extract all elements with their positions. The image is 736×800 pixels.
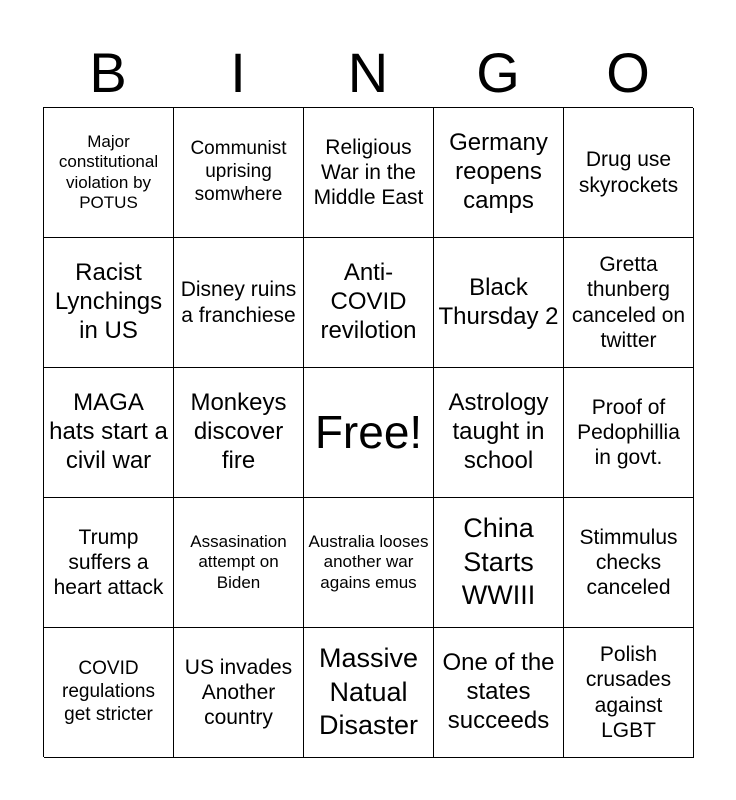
bingo-cell-text: Stimmulus checks canceled [579,525,678,600]
bingo-cell-free[interactable] [304,368,434,498]
bingo-cell-text: Assasination attempt on Biden [190,531,287,592]
header-letter-b: B [89,41,127,104]
bingo-cell[interactable] [44,238,174,368]
bingo-cell-text: Racist Lynchings in US [54,259,163,344]
bingo-cell[interactable] [304,238,434,368]
bingo-cell[interactable] [44,108,174,238]
bingo-cell[interactable] [564,498,694,628]
bingo-cell-text: Free! [314,405,423,458]
bingo-cell[interactable] [44,628,174,758]
bingo-cell-text: MAGA hats start a civil war [49,389,168,474]
bingo-cell-text: COVID regulations get stricter [62,658,155,725]
bingo-cell[interactable] [564,238,694,368]
bingo-cell-text: Massive Natual Disaster [318,642,419,741]
bingo-cell-text: Communist uprising somwhere [190,138,287,205]
bingo-cell-text: Astrology taught in school [448,389,549,474]
header-letter-n: N [347,41,389,104]
bingo-cell-text: Disney ruins a franchiese [180,278,297,327]
bingo-cell[interactable] [44,368,174,498]
bingo-cell[interactable] [564,628,694,758]
bingo-cell[interactable] [564,368,694,498]
header-letter-i: I [230,41,246,104]
header-letter-g: G [476,41,520,104]
bingo-cell[interactable] [304,498,434,628]
bingo-cell[interactable] [564,108,694,238]
bingo-cell-text: Gretta thunberg canceled on twitter [571,253,686,352]
bingo-cell[interactable] [434,238,564,368]
bingo-cell-text: Polish crusades against LGBT [585,643,672,742]
bingo-cell-text: Australia looses another war agains emus [308,531,429,592]
bingo-header [43,38,693,108]
bingo-cell-text: Trump suffers a heart attack [53,525,164,600]
bingo-cell-text: Black Thursday 2 [438,273,559,330]
bingo-card-grid [43,107,693,757]
bingo-cell-text: Religious War in the Middle East [313,135,424,210]
bingo-cell-text: Anti-COVID revilotion [320,259,417,344]
bingo-cell-text: Proof of Pedophillia in govt. [577,395,680,470]
bingo-cell[interactable] [174,498,304,628]
bingo-cell-text: Drug use skyrockets [578,148,679,197]
bingo-cell[interactable] [304,628,434,758]
bingo-cell[interactable] [434,628,564,758]
bingo-cell-text: Monkeys discover fire [190,389,287,474]
bingo-cell-text: Major constitutional violation by POTUS [58,131,159,212]
bingo-cell[interactable] [304,108,434,238]
bingo-cell[interactable] [174,238,304,368]
bingo-cell[interactable] [434,108,564,238]
header-letter-o: O [606,41,650,104]
bingo-cell[interactable] [174,108,304,238]
bingo-cell[interactable] [434,368,564,498]
bingo-cell-text: China Starts WWIII [461,512,536,611]
bingo-cell-text: One of the states succeeds [442,649,555,734]
bingo-cell[interactable] [174,628,304,758]
bingo-cell-text: Germany reopens camps [449,129,548,214]
bingo-cell[interactable] [174,368,304,498]
bingo-cell[interactable] [44,498,174,628]
bingo-cell-text: US invades Another country [184,655,293,730]
bingo-cell[interactable] [434,498,564,628]
